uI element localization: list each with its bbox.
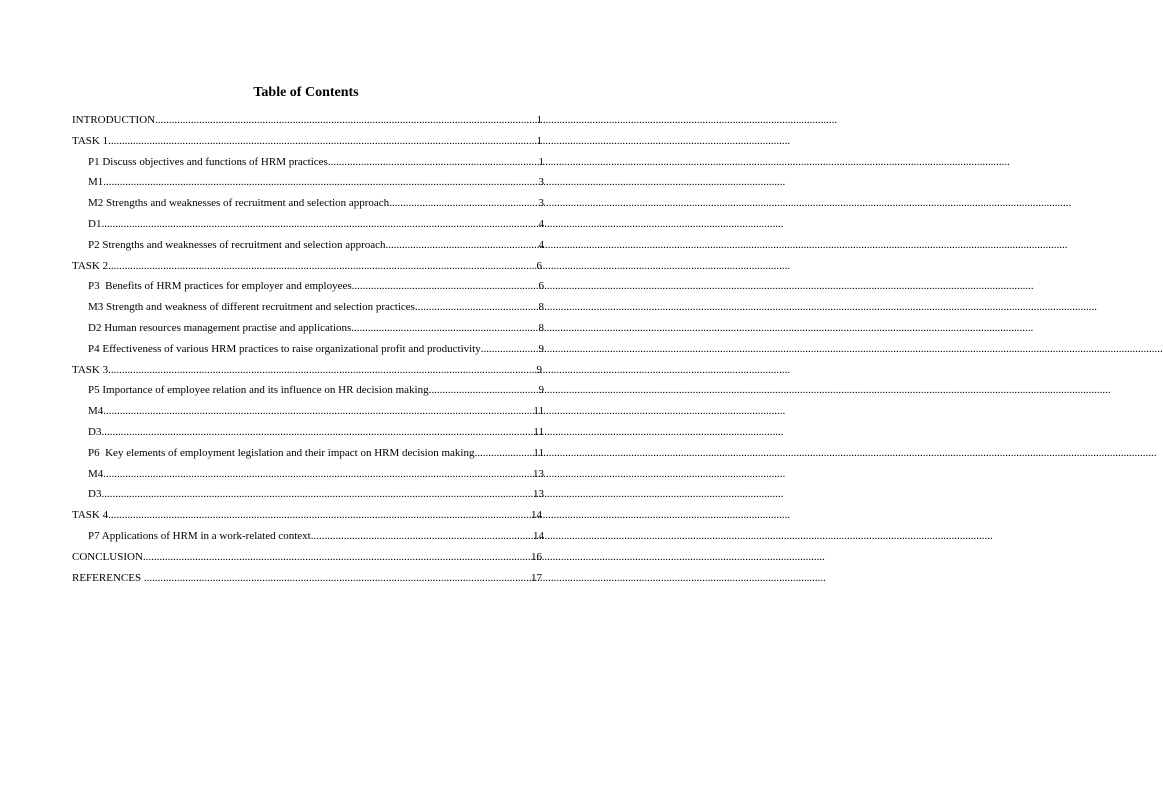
toc-page-number: 8 — [538, 301, 544, 314]
dot-leader — [103, 467, 533, 482]
dot-leader — [108, 259, 536, 274]
dot-leader — [103, 404, 533, 419]
toc-entry-text: P2 Strengths and weaknesses of recruitment and selection approach — [88, 238, 386, 251]
toc-page-number: 9 — [538, 342, 544, 355]
toc-entry-d3[interactable] — [72, 425, 542, 446]
toc-entry-text: D2 Human resources management practise and applications — [88, 321, 352, 334]
dot-leader — [429, 383, 539, 398]
toc-entry-m2[interactable] — [72, 196, 542, 217]
toc-page-number: 6 — [538, 280, 544, 293]
dot-leader — [351, 321, 538, 336]
toc-page-number: 8 — [538, 321, 544, 334]
toc-title: Table of Contents — [253, 85, 359, 100]
toc-entry-text: D3 — [88, 488, 102, 501]
dot-leader — [481, 342, 539, 357]
toc-entry-text: P6 Key elements of employment legislation and their impact on HRM decision making — [88, 446, 475, 459]
toc-entry-text: M2 Strengths and weaknesses of recruitment and selection approach — [88, 197, 390, 210]
toc-entry-task-2[interactable] — [72, 259, 542, 280]
dot-leader — [103, 175, 538, 190]
toc-entry-references[interactable] — [72, 571, 542, 592]
toc-entry-m4-second[interactable] — [72, 467, 542, 488]
toc-page-number: 14 — [533, 529, 544, 542]
toc-entry-task-1[interactable] — [72, 134, 542, 155]
toc-page-number: 11 — [533, 425, 544, 438]
toc-entry-p1[interactable] — [72, 155, 542, 176]
toc-entry-p4[interactable] — [72, 342, 542, 363]
toc-page-number: 13 — [533, 467, 544, 480]
dot-leader — [108, 363, 536, 378]
toc-entry-d2[interactable] — [72, 321, 542, 342]
dot-leader — [415, 300, 539, 315]
toc-page-number: 3 — [538, 197, 544, 210]
dot-leader — [155, 113, 536, 128]
toc-entry-text: TASK 4 — [72, 509, 109, 522]
dot-leader — [328, 155, 539, 170]
toc-page-number: 9 — [538, 384, 544, 397]
toc-entry-text: P5 Importance of employee relation and its influence on HR decision making — [88, 384, 429, 397]
toc-page-number: 13 — [533, 488, 544, 501]
toc-entry-text: P1 Discuss objectives and functions of HRM practices — [88, 155, 328, 168]
toc-page-number: 9 — [536, 363, 542, 376]
toc-page-number: 11 — [533, 405, 544, 418]
toc-entry-text: M4 — [88, 467, 104, 480]
toc-entry-text: TASK 1 — [72, 134, 109, 147]
toc-entry-introduction[interactable] — [72, 113, 542, 134]
toc-entry-text: TASK 3 — [72, 363, 109, 376]
dot-leader — [101, 487, 533, 502]
toc-entry-text: REFERENCES — [72, 571, 144, 584]
dot-leader — [386, 238, 539, 253]
table-of-contents — [72, 113, 542, 591]
toc-entry-p7[interactable] — [72, 529, 542, 550]
toc-entry-text: P7 Applications of HRM in a work-related context — [88, 529, 311, 542]
toc-page-number: 11 — [533, 446, 544, 459]
dot-leader — [108, 508, 531, 523]
toc-entry-m1[interactable] — [72, 175, 542, 196]
toc-entry-text: M1 — [88, 176, 104, 189]
toc-entry-p2[interactable] — [72, 238, 542, 259]
toc-entry-task-3[interactable] — [72, 363, 542, 384]
dot-leader — [144, 571, 531, 586]
toc-page-number: 1 — [536, 114, 542, 126]
toc-entry-text: INTRODUCTION — [72, 114, 156, 126]
toc-entry-text: P3 Benefits of HRM practices for employer and employees — [88, 280, 352, 293]
toc-entry-p6[interactable] — [72, 446, 542, 467]
toc-page-number: 17 — [531, 571, 542, 584]
dot-leader — [474, 446, 533, 461]
toc-entry-text: P4 Effectiveness of various HRM practices to raise organizational profit and productivity — [88, 342, 481, 355]
toc-entry-p3[interactable] — [72, 279, 542, 300]
toc-entry-text: D3 — [88, 425, 102, 438]
dot-leader — [101, 425, 533, 440]
toc-entry-text: D1 — [88, 217, 102, 230]
dot-leader — [101, 217, 538, 232]
toc-page-number: 4 — [538, 217, 544, 230]
toc-entry-text: CONCLUSION — [72, 550, 143, 563]
toc-entry-conclusion[interactable] — [72, 550, 542, 571]
toc-entry-m4[interactable] — [72, 404, 542, 425]
toc-entry-text: TASK 2 — [72, 259, 109, 272]
toc-page-number: 1 — [538, 155, 544, 168]
toc-entry-d1[interactable] — [72, 217, 542, 238]
toc-entry-p5[interactable] — [72, 383, 542, 404]
dot-leader — [389, 196, 538, 211]
toc-page-number: 1 — [536, 134, 542, 147]
dot-leader — [143, 550, 531, 565]
toc-entry-text: M4 — [88, 405, 104, 418]
toc-page-number: 16 — [531, 550, 542, 563]
toc-page-number: 3 — [538, 176, 544, 189]
dot-leader — [108, 134, 536, 149]
toc-page-number: 6 — [536, 259, 542, 272]
toc-entry-m3[interactable] — [72, 300, 542, 321]
toc-entry-d3-second[interactable] — [72, 487, 542, 508]
toc-page-number: 4 — [538, 238, 544, 251]
toc-entry-text: M3 Strength and weakness of different recruitment and selection practices — [88, 301, 415, 314]
toc-entry-task-4[interactable] — [72, 508, 542, 529]
toc-page-number: 14 — [531, 509, 542, 522]
dot-leader — [311, 529, 533, 544]
dot-leader — [352, 279, 539, 294]
